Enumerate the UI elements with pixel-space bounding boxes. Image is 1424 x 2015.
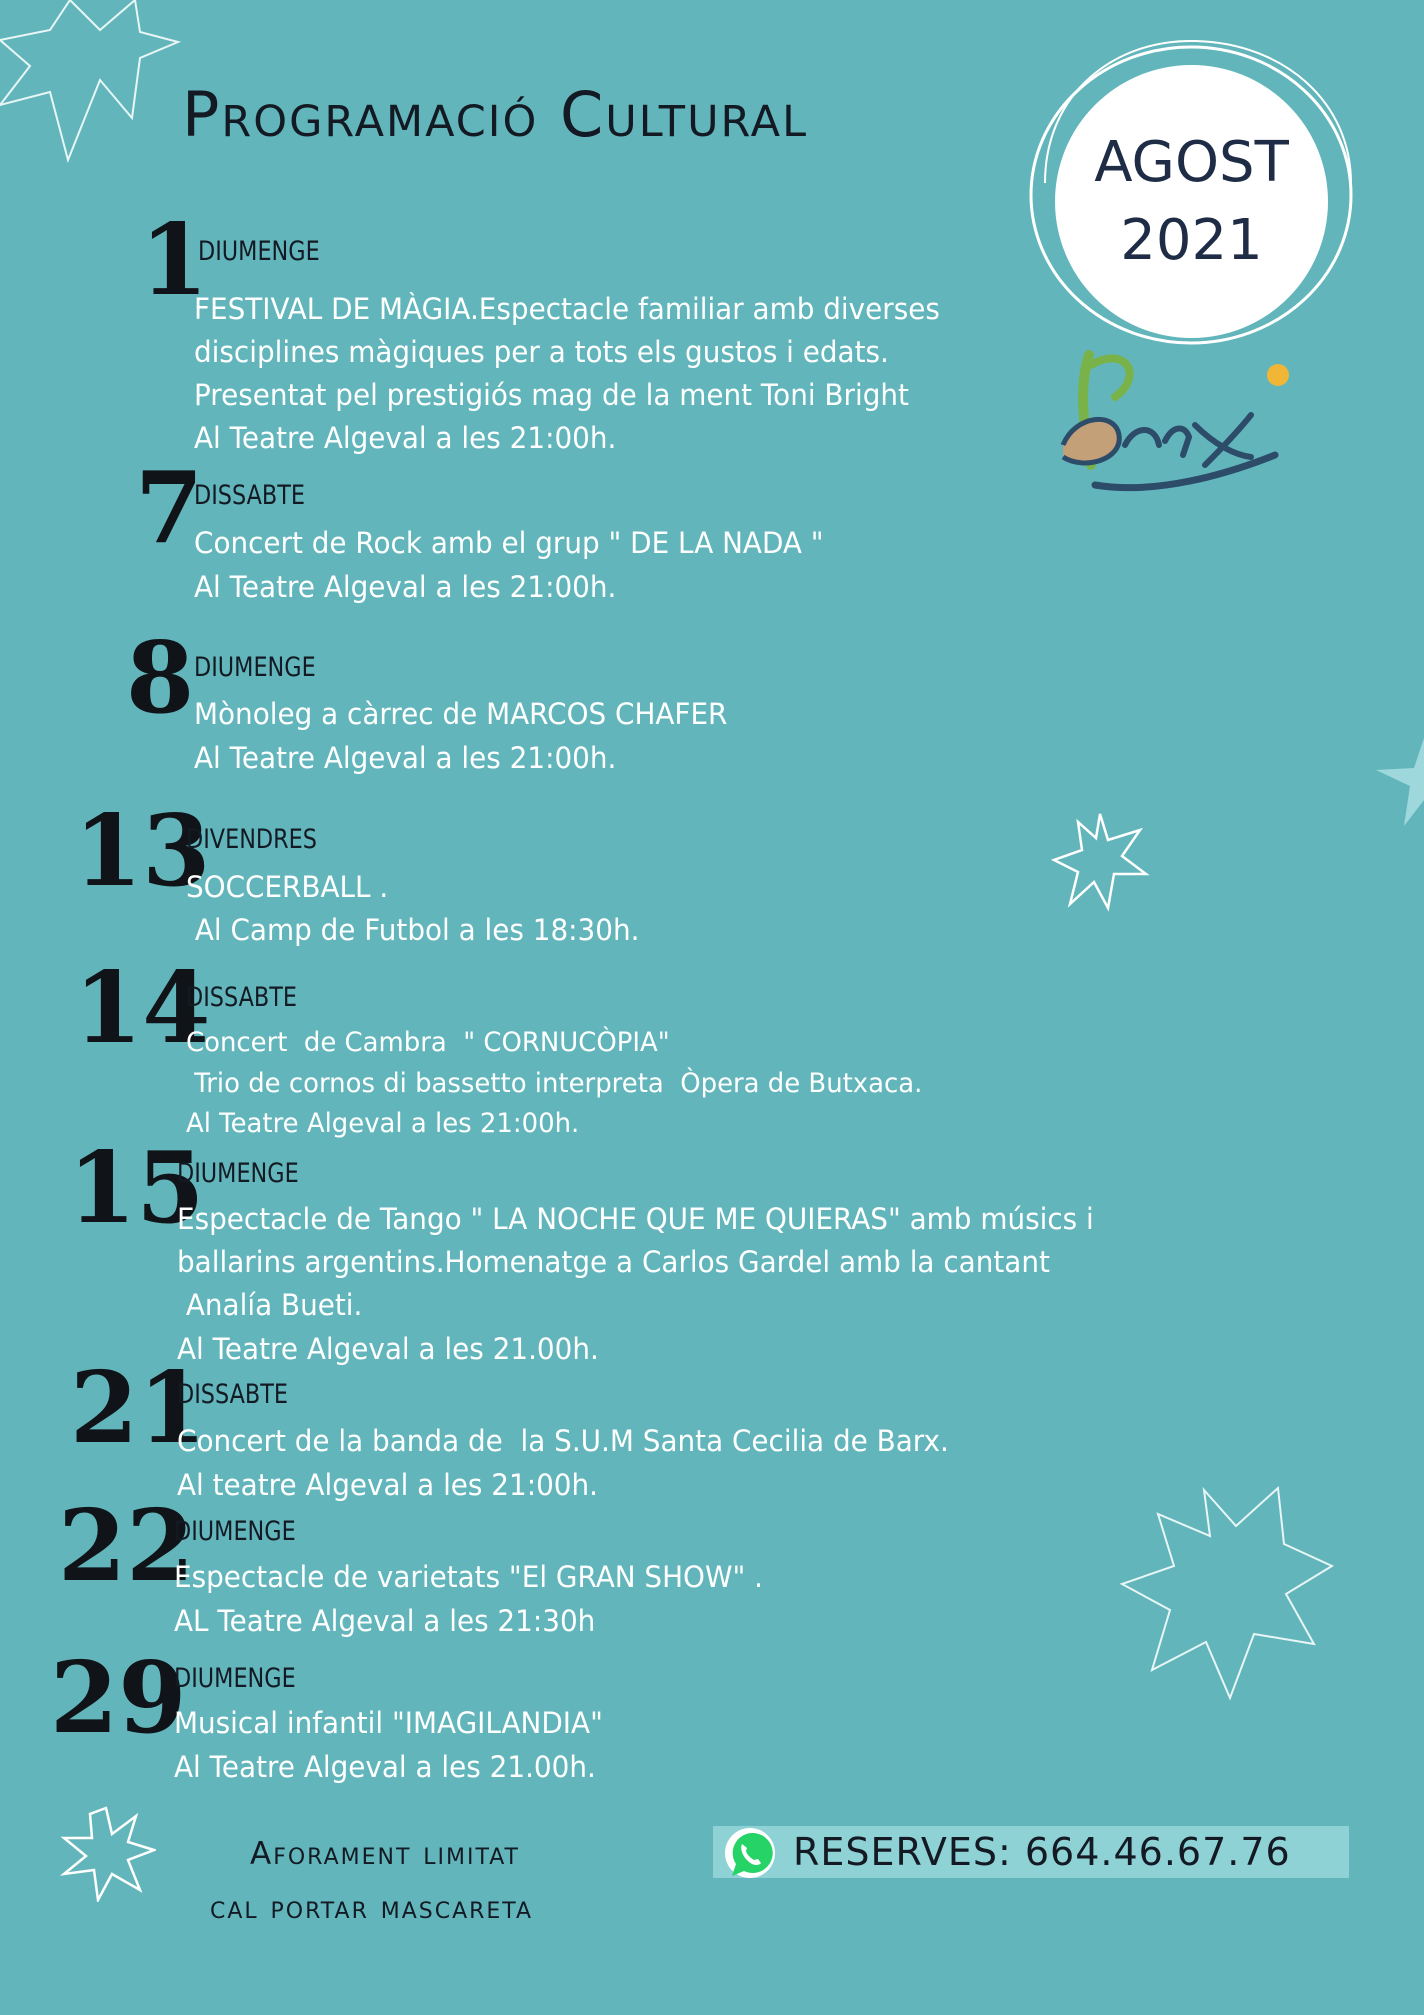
- event-description-line: ballarins argentins.Homenatge a Carlos Gardel amb la cantant: [177, 1245, 1050, 1279]
- event-day-number: 8: [126, 621, 195, 736]
- star-outline-icon: [0, 0, 190, 170]
- page-title: Programació Cultural: [182, 78, 809, 151]
- event-description-line: Trio de cornos di bassetto interpreta Òpera de Butxaca.: [186, 1068, 923, 1099]
- whatsapp-icon[interactable]: [722, 1826, 778, 1882]
- badge-month: AGOST: [1094, 129, 1289, 195]
- event-description-line: disciplines màgiques per a tots els gustos i edats.: [194, 335, 889, 369]
- event-day-number: 22: [58, 1489, 195, 1604]
- event-description-line: Al Teatre Algeval a les 21.00h.: [174, 1750, 596, 1784]
- event-weekday: DIUMENGE: [198, 236, 320, 267]
- month-badge: [1055, 65, 1328, 338]
- footer-mask-note: cal portar mascareta: [210, 1890, 534, 1926]
- event-description-line: Al Teatre Algeval a les 21:00h.: [194, 421, 617, 455]
- event-weekday: DISSABTE: [177, 1379, 289, 1410]
- event-description-line: Concert de Cambra " CORNUCÒPIA": [186, 1027, 670, 1058]
- event-day-number: 29: [50, 1641, 187, 1756]
- event-weekday: DISSABTE: [194, 480, 306, 511]
- event-day-number: 1: [140, 203, 209, 318]
- event-description-line: FESTIVAL DE MÀGIA.Espectacle familiar amb diverses: [194, 292, 940, 326]
- event-description-line: Concert de Rock amb el grup " DE LA NADA ": [194, 526, 824, 560]
- event-description-line: AL Teatre Algeval a les 21:30h: [174, 1604, 596, 1638]
- event-description-line: SOCCERBALL .: [186, 870, 389, 904]
- star-outline-icon: [1118, 1484, 1338, 1704]
- event-day-number: 14: [74, 951, 211, 1066]
- event-description-line: Musical infantil "IMAGILANDIA": [174, 1706, 603, 1740]
- badge-year: 2021: [1120, 207, 1263, 273]
- event-description-line: Concert de la banda de la S.U.M Santa Cecilia de Barx.: [177, 1424, 949, 1458]
- event-weekday: DISSABTE: [186, 982, 298, 1013]
- event-description-line: Presentat pel prestigiós mag de la ment Toni Bright: [194, 378, 909, 412]
- event-day-number: 21: [70, 1351, 207, 1466]
- star-icon: [1376, 738, 1424, 828]
- event-day-number: 13: [74, 794, 211, 909]
- event-description-line: Al Teatre Algeval a les 21:00h.: [194, 741, 617, 775]
- event-description-line: Al Teatre Algeval a les 21:00h.: [186, 1108, 580, 1139]
- event-day-number: 7: [135, 451, 204, 566]
- event-weekday: DIVENDRES: [186, 824, 317, 855]
- event-weekday: DIUMENGE: [174, 1516, 296, 1547]
- event-description-line: Mònoleg a càrrec de MARCOS CHAFER: [194, 697, 728, 731]
- event-description-line: Espectacle de varietats "El GRAN SHOW" .: [174, 1560, 763, 1594]
- barx-logo: [1055, 345, 1305, 495]
- event-description-line: Al Camp de Futbol a les 18:30h.: [186, 913, 640, 947]
- event-weekday: DIUMENGE: [177, 1158, 299, 1189]
- footer-capacity-note: Aforament limitat: [250, 1836, 520, 1872]
- event-description-line: Al Teatre Algeval a les 21.00h.: [177, 1332, 599, 1366]
- event-description-line: Analía Bueti.: [177, 1288, 363, 1322]
- star-outline-icon: [1050, 812, 1150, 912]
- event-description-line: Al teatre Algeval a les 21:00h.: [177, 1468, 599, 1502]
- event-weekday: DIUMENGE: [174, 1663, 296, 1694]
- event-description-line: Espectacle de Tango " LA NOCHE QUE ME QUIERAS" amb músics i: [177, 1202, 1094, 1236]
- star-outline-icon: [60, 1806, 156, 1902]
- reserves-phone[interactable]: RESERVES: 664.46.67.76: [793, 1830, 1291, 1874]
- event-description-line: Al Teatre Algeval a les 21:00h.: [194, 570, 617, 604]
- event-day-number: 15: [68, 1131, 205, 1246]
- event-weekday: DIUMENGE: [194, 652, 316, 683]
